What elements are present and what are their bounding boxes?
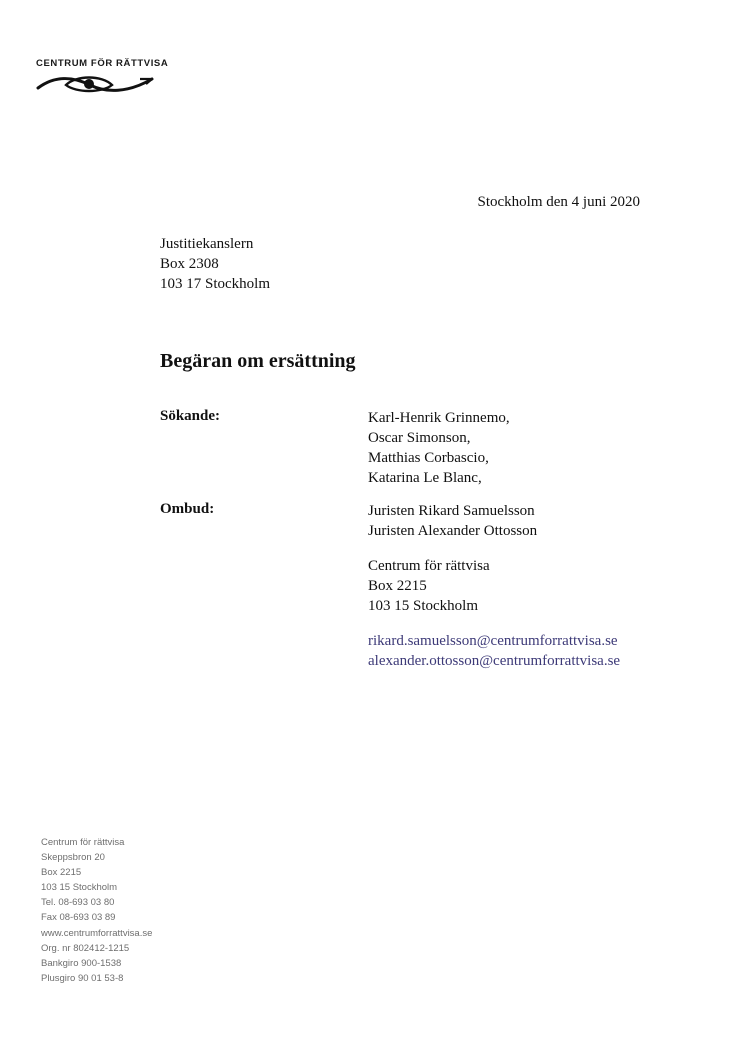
recipient-city: 103 17 Stockholm (160, 276, 271, 292)
representatives-emails (368, 631, 620, 671)
applicant-name: Oscar Simonson, (368, 430, 471, 446)
letter-date: Stockholm den 4 juni 2020 (477, 194, 640, 210)
footer-line: Box 2215 (41, 867, 82, 879)
representative-name: Juristen Alexander Ottosson (368, 523, 538, 539)
address-box: Box 2215 (368, 578, 427, 594)
footer-line: Tel. 08-693 03 80 (41, 897, 115, 909)
footer-line: Bankgiro 900-1538 (41, 957, 122, 969)
representatives-label: Ombud: (160, 501, 215, 517)
footer-line: Centrum för rättvisa (41, 837, 125, 848)
representatives-list (368, 501, 537, 541)
recipient-name: Justitiekanslern (160, 236, 254, 252)
organization-logo (36, 58, 169, 95)
footer-contact (41, 835, 152, 986)
applicant-name: Katarina Le Blanc, (368, 470, 482, 486)
applicants-label: Sökande: (160, 408, 221, 424)
applicant-name: Matthias Corbascio, (368, 450, 489, 466)
applicants-list (368, 408, 510, 488)
email-link[interactable]: rikard.samuelsson@centrumforrattvisa.se (368, 633, 618, 649)
representative-name: Juristen Rikard Samuelsson (368, 503, 535, 519)
footer-line: Skeppsbron 20 (41, 852, 105, 864)
address-city: 103 15 Stockholm (368, 598, 479, 614)
document-heading: Begäran om ersättning (160, 350, 356, 372)
logo-text: CENTRUM FÖR RÄTTVISA (36, 58, 169, 69)
footer-line: 103 15 Stockholm (41, 882, 118, 894)
applicant-name: Karl-Henrik Grinnemo, (368, 410, 510, 426)
eye-icon (36, 73, 154, 95)
footer-line: Fax 08-693 03 89 (41, 912, 116, 924)
representatives-address (368, 556, 490, 616)
footer-line: Org. nr 802412-1215 (41, 942, 130, 954)
email-link[interactable]: alexander.ottosson@centrumforrattvisa.se (368, 653, 621, 669)
recipient-address (160, 234, 270, 294)
recipient-box: Box 2308 (160, 256, 219, 272)
footer-line: www.centrumforrattvisa.se (41, 927, 153, 939)
address-org: Centrum för rättvisa (368, 558, 490, 574)
footer-line: Plusgiro 90 01 53-8 (41, 972, 124, 984)
